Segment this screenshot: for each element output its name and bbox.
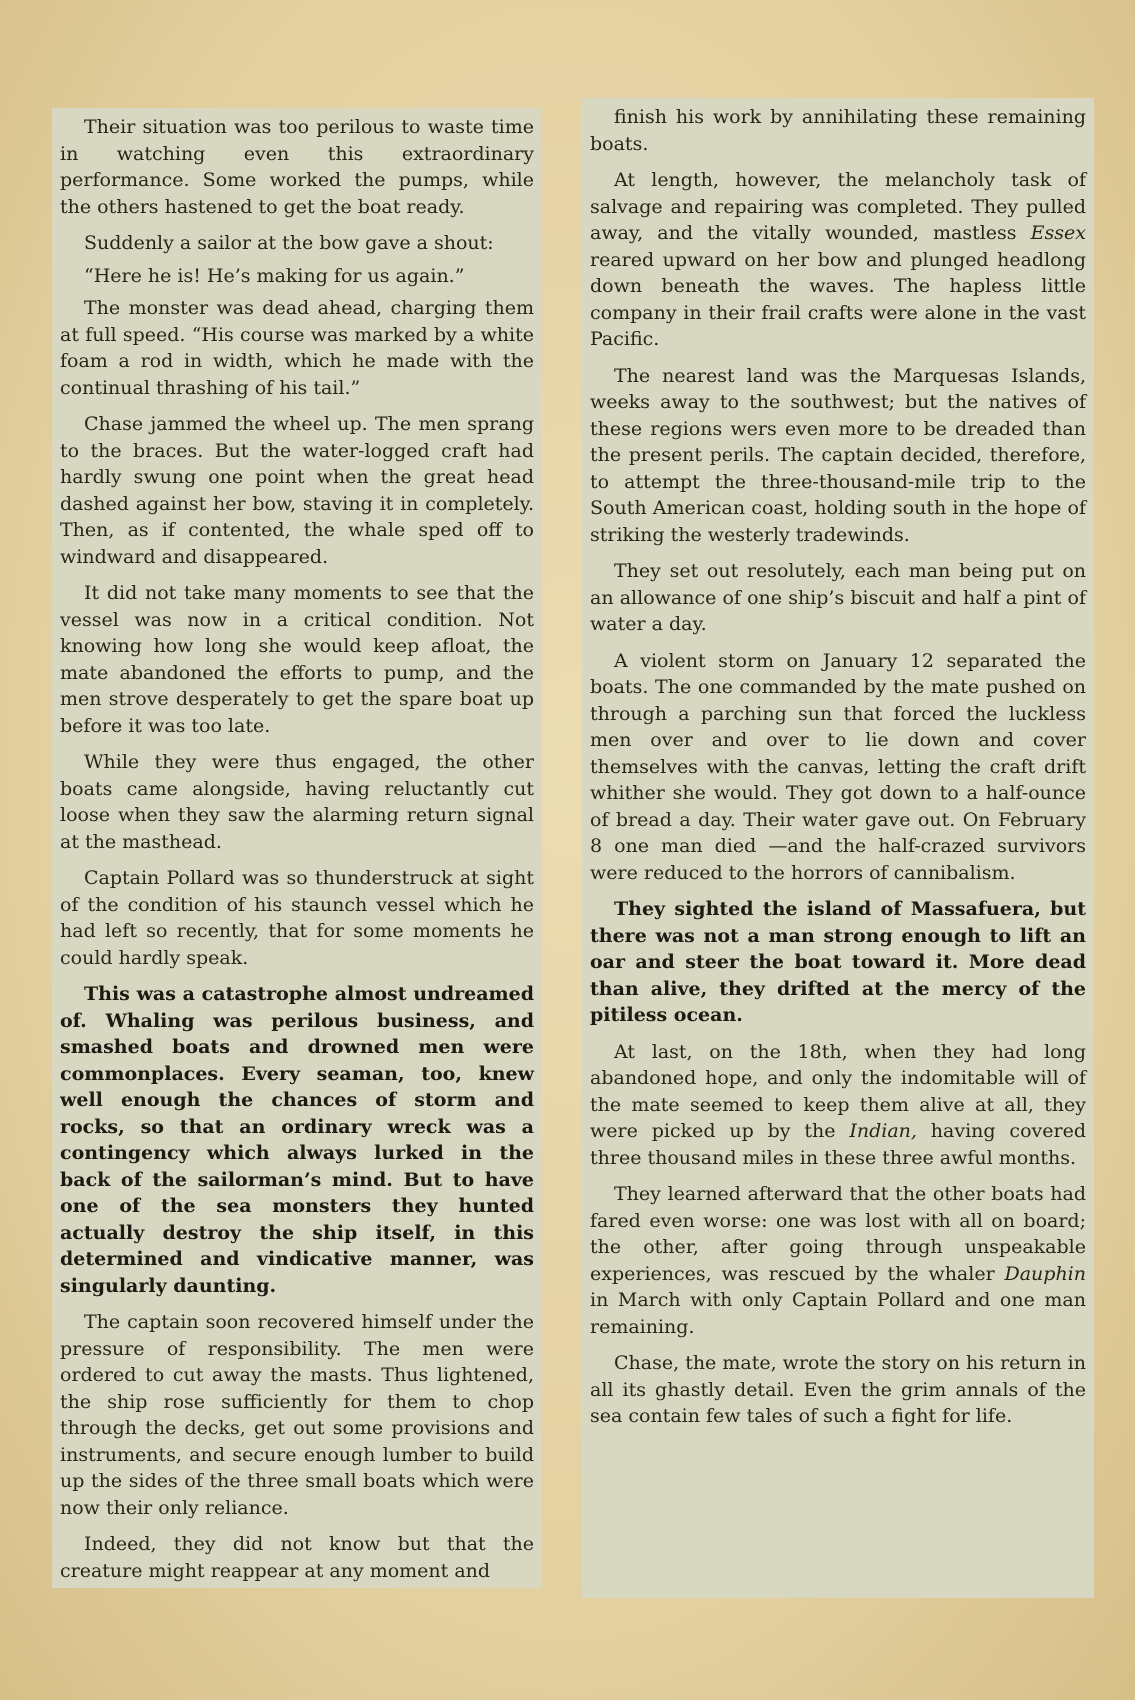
paragraph [590, 1181, 1086, 1340]
right-column [582, 98, 1094, 1598]
paragraph: finish his work by annihilating these remaining boats. [590, 106, 1086, 155]
ship-name: Indian, [849, 1120, 917, 1142]
paragraph: The nearest land was the Marquesas Islands, weeks away to the southwest; but the natives of these regions wers even more to be dreaded than the present perils. The captain decided, therefore, to attempt the three-thousand-mile trip to the South American coast, holding south in the hope of striking the westerly tradewinds. [590, 364, 1086, 546]
paragraph: They set out resolutely, each man being put on an allowance of one ship’s biscuit and half a pint of water a day. [590, 560, 1086, 635]
paragraph: “Here he is! He’s making for us again.” [84, 264, 465, 287]
paragraph: Chase, the mate, wrote the story on his return in all its ghastly detail. Even the grim annals of the sea contain few tales of such a fight for life. [590, 1352, 1086, 1427]
paragraph-bold: This was a catastrophe almost undreamed of. Whaling was perilous business, and smashed boats and drowned men were commonplaces. Every seaman, too, knew well enough the chances of storm and rocks, so that an ordinary wreck was a contingency which always lurked in the back of the sailorman’s mind. But to have one of the sea monsters they hunted actually destroy the ship itself, in this determined and vindicative manner, was singularly daunting. [60, 983, 534, 1297]
paragraph: While they were thus engaged, the other boats came alongside, having reluctantly cut loose when they saw the alarming return signal at the masthead. [60, 751, 534, 853]
paragraph-bold: They sighted the island of Massafuera, but there was not a man strong enough to lift an oar and steer the boat toward it. More dead than alive, they drifted at the mercy of the pitiless ocean. [590, 898, 1086, 1026]
left-column [52, 108, 542, 1588]
paragraph: It did not take many moments to see that the vessel was now in a critical condition. Not knowing how long she would keep afloat, the mate abandoned the efforts to pump, and the men strove desperately to get the spare boat up before it was too late. [60, 582, 534, 737]
text-run: At length, however, the melancholy task of salvage and repairing was completed. They pulled away, and the vitally wounded, mastless [590, 169, 1086, 244]
paragraph: The captain soon recovered himself under the pressure of responsibility. The men were ordered to cut away the masts. Thus lightened, the ship rose sufficiently for them to chop through the decks, get out some provisions and instruments, and secure enough lumber to build up the sides of the three small boats which were now their only reliance. [60, 1311, 534, 1519]
text-run: They learned afterward that the other boats had fared even worse: one was lost with all on board; the other, after going through unspeakable experiences, was rescued by the whaler [590, 1183, 1086, 1285]
paragraph: Chase jammed the wheel up. The men sprang to the braces. But the water-logged craft had hardly swung one point when the great head dashed against her bow, staving it in completely. Then, as if contented, the whale sped off to windward and disappeared. [60, 413, 534, 568]
paragraph: Suddenly a sailor at the bow gave a shout: [84, 232, 494, 254]
text-run: At last, on the 18th, when they had long abandoned hope, and only the indomitable will of the mate seemed to keep them alive at all, they were picked up by the [590, 1040, 1086, 1142]
paragraph: A violent storm on January 12 separated the boats. The one commanded by the mate pushed on through a parching sun that forced the luckless men over and over to lie down and cover themselves with the canvas, letting the craft drift whither she would. They got down to a half-ounce of bread a day. Their water gave out. On February 8 one man died —and the half-crazed survivors were reduced to the horrors of cannibalism. [590, 649, 1086, 884]
paragraph [590, 1039, 1086, 1172]
text-run: in March with only Captain Pollard and one man remaining. [590, 1289, 1086, 1338]
ship-name: Essex [1030, 222, 1086, 244]
ship-name: Dauphin [1004, 1262, 1086, 1285]
paragraph: Captain Pollard was so thunderstruck at sight of the condition of his staunch vessel which he had left so recently, that for some moments he could hardly speak. [60, 867, 534, 969]
paragraph: The monster was dead ahead, charging them at full speed. “His course was marked by a white foam a rod in width, which he made with the continual thrashing of his tail.” [60, 297, 534, 399]
paragraph: Their situation was too perilous to waste time in watching even this extraordinary performance. Some worked the pumps, while the others hastened to get the boat ready. [60, 116, 534, 218]
paragraph [590, 167, 1086, 353]
text-run: having covered three thousand miles in these three awful months. [590, 1120, 1086, 1169]
paragraph: Indeed, they did not know but that the creature might reappear at any moment and [60, 1533, 534, 1582]
text-run: reared upward on her bow and plunged headlong down beneath the waves. The hapless little company in their frail crafts were alone in the vast Pacific. [590, 248, 1086, 350]
